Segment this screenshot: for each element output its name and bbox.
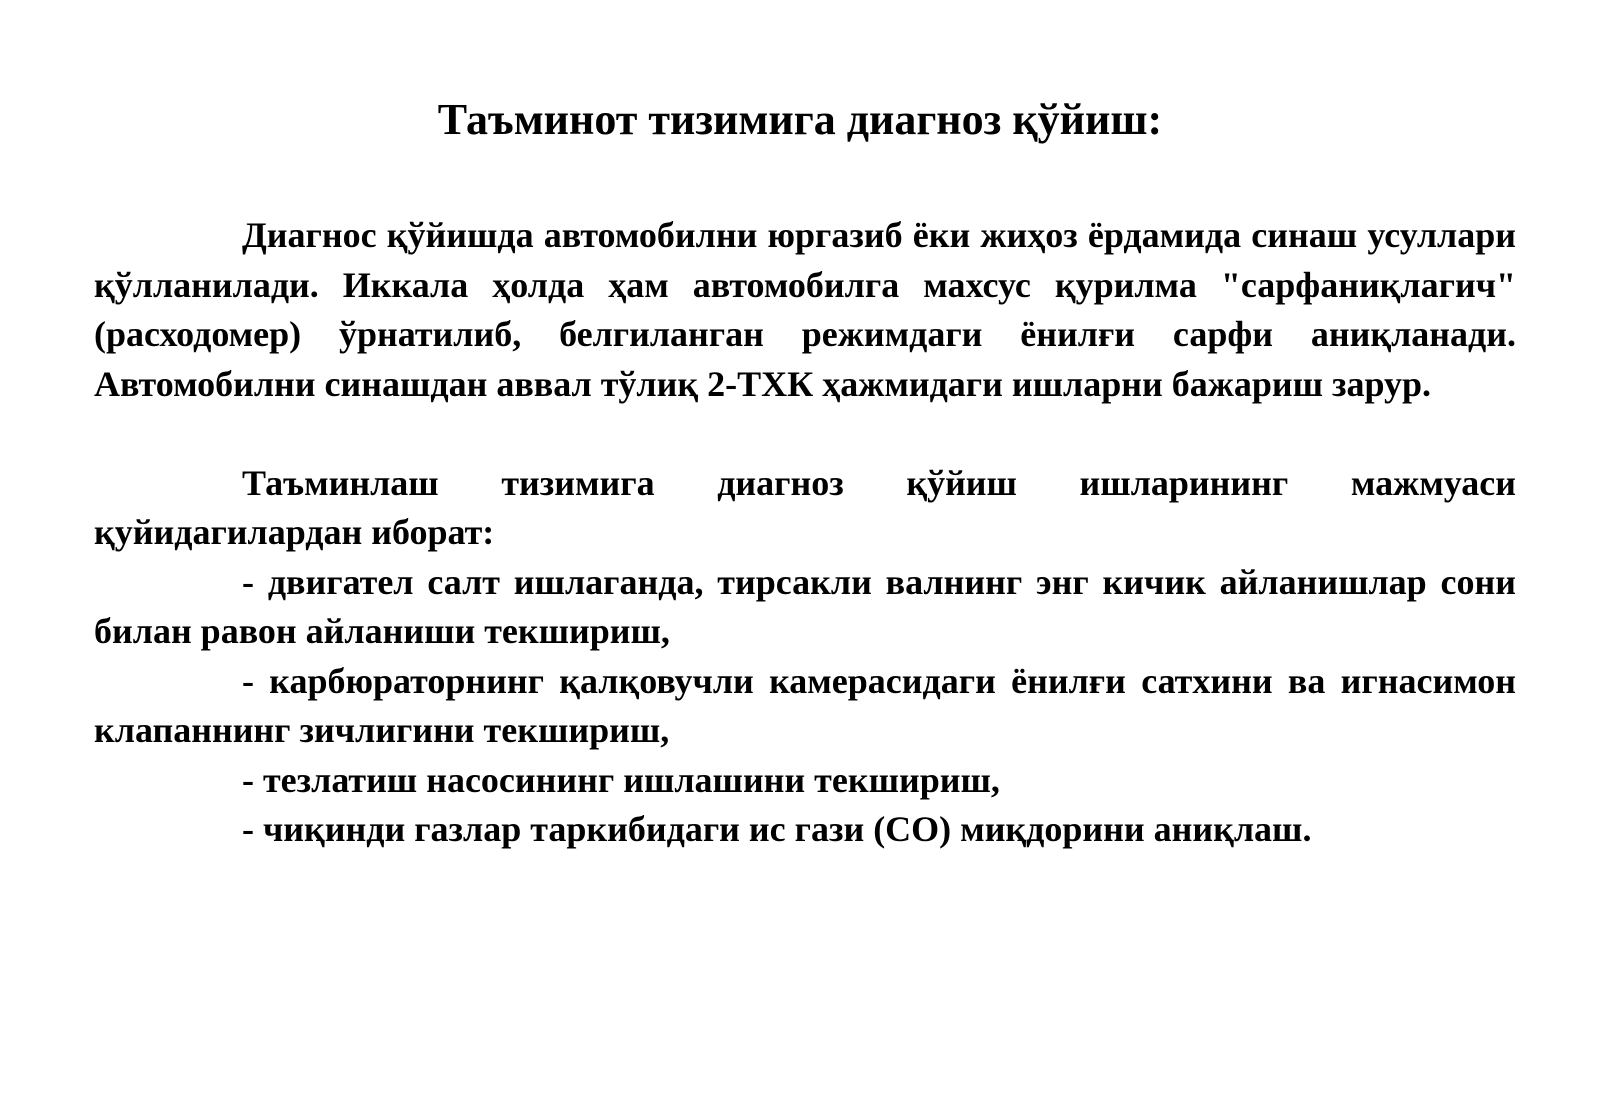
paragraph-spacer [94,409,1516,459]
list-item: - карбюраторнинг қалқовучли камерасидаги ёнилғи сатхини ва игнасимон клапаннинг зичлигини текшириш, [94,660,1516,750]
list-item: - двигател салт ишлаганда, тирсакли валнинг энг кичик айланишлар сони билан равон айланиши текшириш, [94,561,1516,651]
slide-body [94,211,1516,855]
list-item: - чиқинди газлар таркибидаги ис гази (СО) миқдорини аниқлаш. [242,809,1312,849]
list-item: - тезлатиш насосининг ишлашини текшириш, [242,759,1000,800]
intro-paragraph: Диагнос қўйишда автомобилни юргазиб ёки жиҳоз ёрдамида синаш усуллари қўлланилади. Иккала ҳолда ҳам автомобилга махсус қурилма "сарфаниқлагич" (расходомер) ўрнатилиб, белгиланган режимдаги ёнилғи сарфи аниқланади. Автомобилни синашдан аввал тўлиқ 2-ТХК ҳажмидаги ишларни бажариш зарур. [94,215,1516,404]
list-intro-paragraph: Таъминлаш тизимига диагноз қўйиш ишларининг мажмуаси қуйидагилардан иборат: [94,462,1516,552]
slide-title: Таъминот тизимига диагноз қўйиш: [437,95,1163,144]
